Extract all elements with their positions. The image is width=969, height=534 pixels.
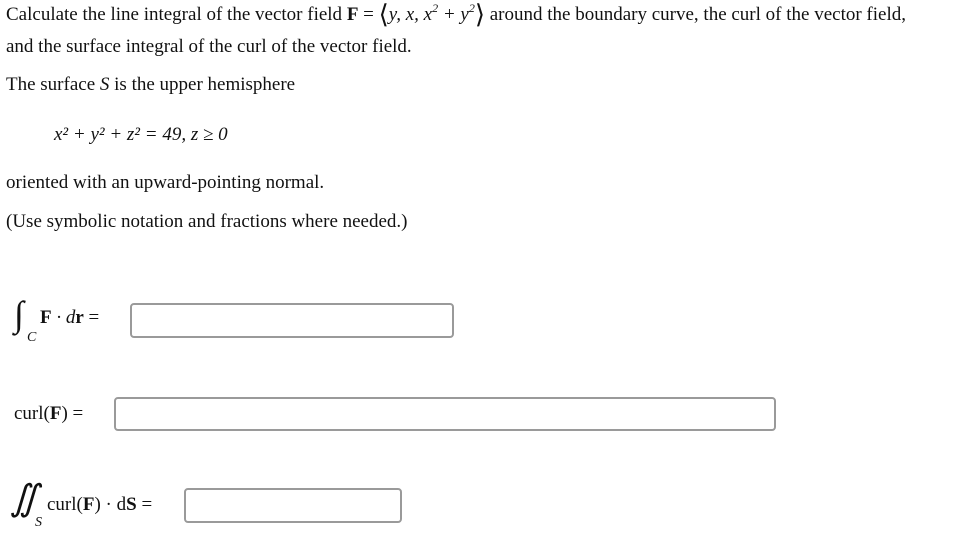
- surface-integral-input[interactable]: [184, 488, 402, 523]
- equals: =: [358, 4, 379, 25]
- orientation-text: oriented with an upward-pointing normal.: [6, 172, 325, 193]
- right-angle: ⟩: [474, 0, 485, 29]
- label-F: F: [82, 494, 95, 515]
- label-curl: curl(: [14, 403, 50, 424]
- surface-S: S: [99, 74, 110, 95]
- label-F: F: [40, 307, 52, 328]
- intro-text-after: around the boundary curve, the curl of the vector field,: [484, 4, 906, 25]
- surface-line: [6, 74, 295, 96]
- vector-F: F: [346, 4, 359, 25]
- label-S: S: [126, 494, 137, 515]
- integral-sign: ∫: [14, 294, 24, 334]
- hint-text: (Use symbolic notation and fractions where needed.): [6, 211, 408, 232]
- label-curl: curl(: [47, 494, 83, 515]
- comp-y2: y: [460, 4, 469, 25]
- comp-x2: x: [423, 4, 433, 25]
- label-r: r: [75, 307, 84, 328]
- integral-subscript-C: C: [27, 330, 37, 345]
- surface-text-after: is the upper hemisphere: [109, 74, 296, 95]
- label-eq: =: [83, 307, 100, 328]
- line-integral-input[interactable]: [130, 303, 454, 338]
- label-eq: =: [136, 494, 153, 515]
- intro-text: Calculate the line integral of the vector field: [6, 4, 347, 25]
- intro-line-2: and the surface integral of the curl of the vector field.: [6, 36, 412, 57]
- double-integral-sign: ∬: [10, 478, 39, 518]
- surface-text: The surface: [6, 74, 100, 95]
- comp-x: x: [405, 4, 415, 25]
- label-eq: ) =: [61, 403, 84, 424]
- label-F: F: [49, 403, 62, 424]
- integral-subscript-S: S: [35, 515, 42, 530]
- label-dot-d: · d: [51, 307, 76, 328]
- hemisphere-equation: x² + y² + z² = 49, z ≥ 0: [54, 124, 228, 145]
- vector-components: y, x, $x^2 + y^2$: [388, 1, 475, 25]
- line-integral-label: [40, 307, 99, 329]
- left-angle: ⟨: [378, 0, 389, 29]
- intro-line-1: [6, 0, 906, 29]
- surface-integral-label: [47, 494, 152, 516]
- curl-input[interactable]: [114, 397, 776, 431]
- label-dot-d: ) · d: [94, 494, 127, 515]
- comp-y: y: [388, 4, 397, 25]
- curl-label: [14, 403, 83, 425]
